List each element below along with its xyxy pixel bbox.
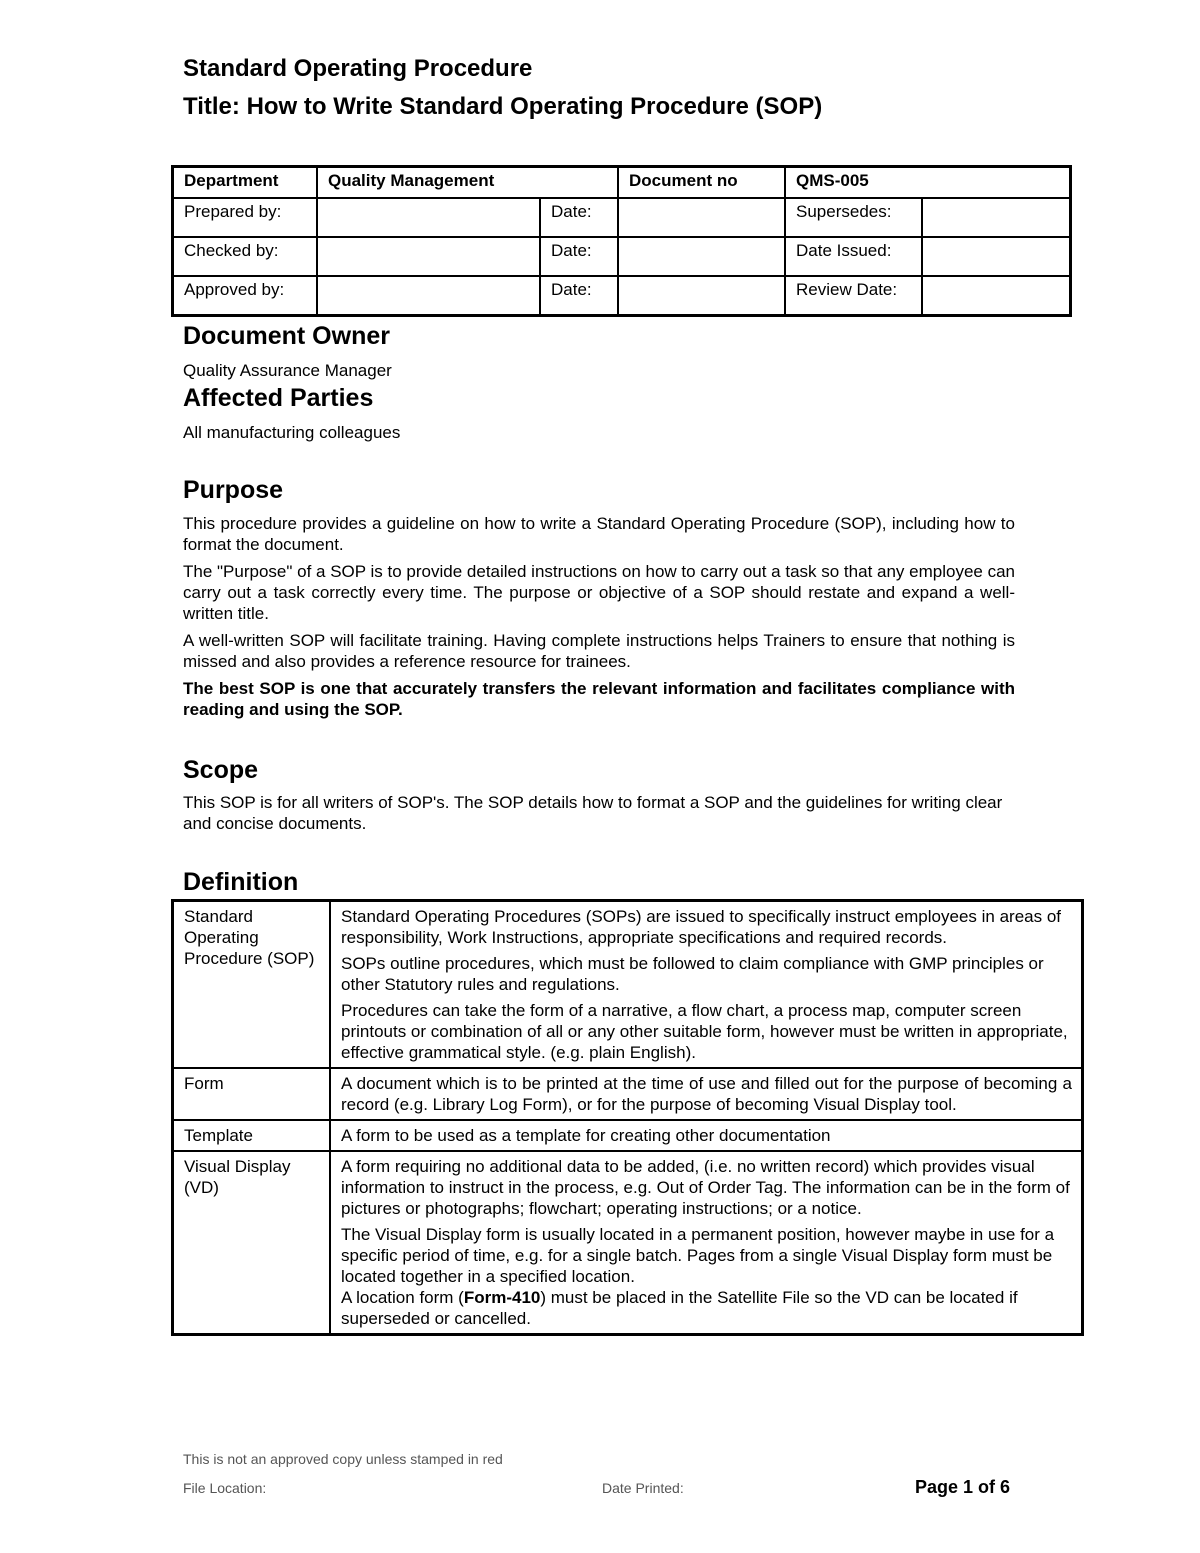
definition-text: SOPs outline procedures, which must be followed to claim compliance with GMP principles or other Statutory rules and regulations.: [341, 954, 1044, 994]
review-date-label: Review Date:: [785, 276, 922, 316]
department-value: Quality Management: [317, 167, 618, 199]
affected-parties-heading: Affected Parties: [183, 384, 374, 412]
prepared-by-field: [317, 198, 540, 237]
doc-title: Title: How to Write Standard Operating Procedure (SOP): [183, 93, 823, 120]
purpose-paragraph-4: The best SOP is one that accurately transfers the relevant information and facilitates compliance with reading and using the SOP.: [183, 679, 1015, 719]
doc-type-heading: Standard Operating Procedure: [183, 55, 533, 82]
definition-text-part: ) must be placed in the Satellite File so the VD can be located if superseded or cancelled.: [341, 1288, 1018, 1328]
supersedes-label: Supersedes:: [785, 198, 922, 237]
file-location-label: File Location:: [183, 1480, 267, 1496]
definition-heading: Definition: [183, 868, 299, 896]
approved-date-field: [618, 276, 785, 316]
prepared-by-label: Prepared by:: [173, 198, 318, 237]
review-date-field: [922, 276, 1071, 316]
supersedes-field: [922, 198, 1071, 237]
definition-row-visual-display: [173, 1151, 1083, 1335]
prepared-date-label: Date:: [540, 198, 618, 237]
approval-notice: This is not an approved copy unless stamped in red: [183, 1451, 503, 1467]
definition-description: [330, 1151, 1083, 1335]
definition-text: Standard Operating Procedures (SOPs) are issued to specifically instruct employees in areas of responsibility, Work Instructions, appropriate specifications and required records.: [341, 907, 1062, 947]
info-row-prepared: [173, 198, 1071, 237]
document-no-label: Document no: [618, 167, 785, 199]
definition-row-form: [173, 1068, 1083, 1120]
document-owner-heading: Document Owner: [183, 322, 390, 350]
definition-term: Form: [173, 1068, 331, 1120]
date-issued-label: Date Issued:: [785, 237, 922, 276]
definition-text: A form to be used as a template for creating other documentation: [341, 1126, 831, 1145]
definition-term: Standard Operating Procedure (SOP): [173, 901, 331, 1069]
department-label: Department: [173, 167, 318, 199]
definition-text: [341, 1287, 1072, 1329]
scope-heading: Scope: [183, 756, 259, 784]
document-info-table: [171, 165, 1072, 317]
definition-text: A document which is to be printed at the time of use and filled out for the purpose of becoming a record (e.g. Library Log Form), or for the purpose of becoming Visual Display tool.: [341, 1074, 1072, 1114]
definition-description: [330, 1068, 1083, 1120]
definition-row-template: [173, 1120, 1083, 1151]
definition-term: Template: [173, 1120, 331, 1151]
info-row-checked: [173, 237, 1071, 276]
approved-date-label: Date:: [540, 276, 618, 316]
purpose-section: [183, 513, 1015, 726]
approved-by-label: Approved by:: [173, 276, 318, 316]
purpose-heading: Purpose: [183, 476, 284, 504]
scope-text: This SOP is for all writers of SOP's. The SOP details how to format a SOP and the guidelines for writing clear and concise documents.: [183, 793, 1003, 833]
checked-date-label: Date:: [540, 237, 618, 276]
definition-row-sop: [173, 901, 1083, 1069]
info-row-approved: [173, 276, 1071, 316]
purpose-paragraph-1: This procedure provides a guideline on how to write a Standard Operating Procedure (SOP), including how to format the document.: [183, 514, 1015, 554]
date-printed-label: Date Printed:: [602, 1480, 684, 1496]
definition-text: The Visual Display form is usually located in a permanent position, however maybe in use for a specific period of time, e.g. for a single batch. Pages from a single Visual Display form must be located together in a specified location.: [341, 1225, 1055, 1286]
checked-by-field: [317, 237, 540, 276]
definition-text: A form requiring no additional data to be added, (i.e. no written record) which provides visual information to instruct in the process, e.g. Out of Order Tag. The information can be in the form of pictures or photographs; flowchart; operating instructions; or a notice.: [341, 1157, 1070, 1218]
checked-by-label: Checked by:: [173, 237, 318, 276]
approved-by-field: [317, 276, 540, 316]
page-number: Page 1 of 6: [915, 1477, 1011, 1497]
document-no-value: QMS-005: [785, 167, 1071, 199]
definition-term: Visual Display (VD): [173, 1151, 331, 1335]
form-reference: Form-410: [463, 1288, 541, 1307]
document-owner-text: Quality Assurance Manager: [183, 361, 392, 380]
definition-description: [330, 1120, 1083, 1151]
definition-text-part: A location form (: [341, 1288, 464, 1307]
prepared-date-field: [618, 198, 785, 237]
definition-description: [330, 901, 1083, 1069]
date-issued-field: [922, 237, 1071, 276]
affected-parties-text: All manufacturing colleagues: [183, 423, 401, 442]
checked-date-field: [618, 237, 785, 276]
definition-text: Procedures can take the form of a narrative, a flow chart, a process map, computer screen printouts or combination of all or any other suitable form, however must be written in appropriate, effective grammatical style. (e.g. plain English).: [341, 1001, 1068, 1062]
purpose-paragraph-3: A well-written SOP will facilitate training. Having complete instructions helps Trainers to ensure that nothing is missed and also provides a reference resource for trainees.: [183, 631, 1015, 671]
info-row-department: [173, 167, 1071, 199]
definition-table: [171, 899, 1084, 1336]
purpose-paragraph-2: The "Purpose" of a SOP is to provide detailed instructions on how to carry out a task so that any employee can carry out a task correctly every time. The purpose or objective of a SOP should restate and expand a well-written title.: [183, 562, 1015, 623]
